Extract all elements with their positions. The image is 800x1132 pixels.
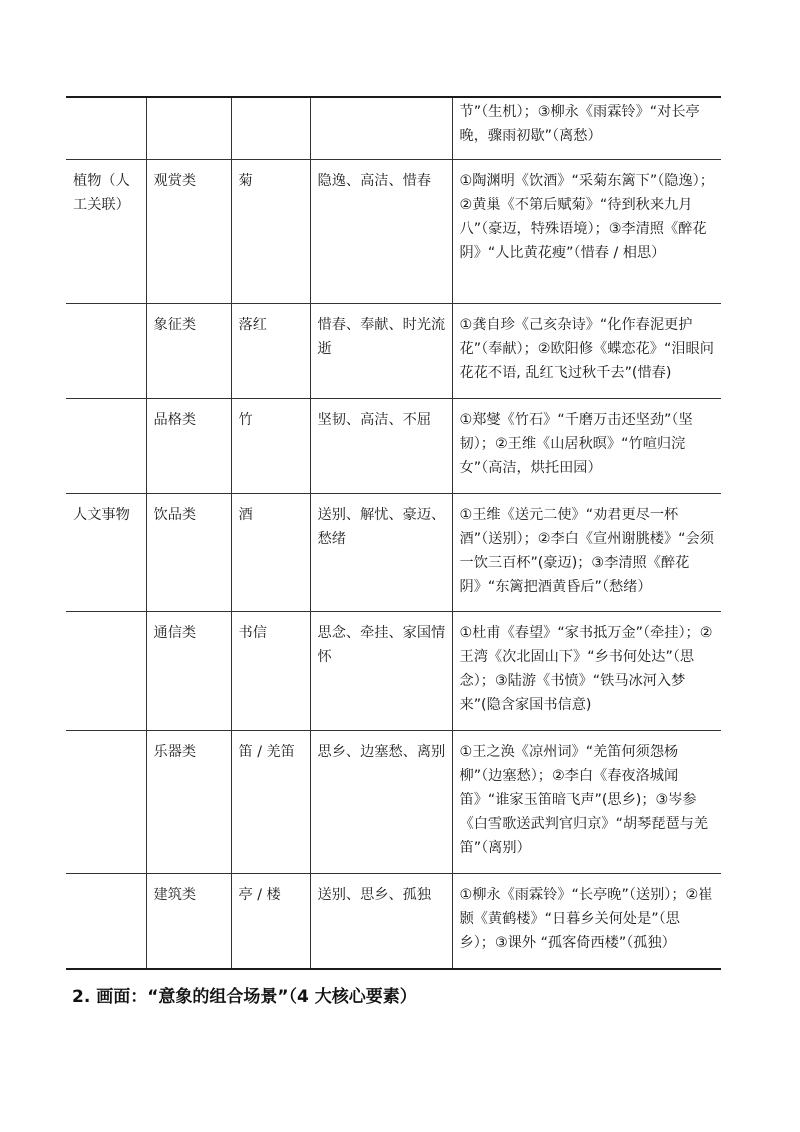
image-cell: 亭 / 楼 [231, 873, 310, 969]
category-cell: 植物（人工关联） [66, 159, 146, 303]
meaning-cell: 思乡、边塞愁、离别 [310, 730, 452, 873]
examples-cell: ①柳永《雨霖铃》“长亭晚”（送别）；②崔颢《黄鹤楼》“日暮乡关何处是”（思乡）；③课外 “孤客倚西楼”（孤独） [452, 873, 721, 969]
imagery-table [66, 96, 721, 970]
image-cell: 酒 [231, 493, 310, 611]
meaning-cell: 坚韧、高洁、不屈 [310, 398, 452, 493]
table-row [66, 611, 721, 730]
subtype-cell: 品格类 [146, 398, 231, 493]
examples-cell: ①龚自珍《己亥杂诗》“化作春泥更护花”（奉献）；②欧阳修《蝶恋花》“泪眼问花花不语, 乱红飞过秋千去”(惜春) [452, 303, 721, 398]
meaning-cell: 惜春、奉献、时光流逝 [310, 303, 452, 398]
meaning-cell: 送别、思乡、孤独 [310, 873, 452, 969]
image-cell [231, 97, 310, 159]
examples-cell: ①王维《送元二使》“劝君更尽一杯酒”（送别）；②李白《宣州谢朓楼》“会须一饮三百杯”(豪迈)；③李清照《醉花阴》“东篱把酒黄昏后”（愁绪） [452, 493, 721, 611]
examples-cell: ①陶渊明《饮酒》“采菊东篱下”（隐逸）；②黄巢《不第后赋菊》“待到秋来九月八”（豪迈，特殊语境）；③李清照《醉花阴》“人比黄花瘦”（惜春 / 相思） [452, 159, 721, 303]
section-heading: 2. 画面：“意象的组合场景”（4 大核心要素） [72, 987, 417, 1007]
category-cell [66, 611, 146, 730]
category-cell [66, 97, 146, 159]
subtype-cell: 通信类 [146, 611, 231, 730]
category-cell [66, 398, 146, 493]
image-cell: 书信 [231, 611, 310, 730]
image-cell: 笛 / 羌笛 [231, 730, 310, 873]
meaning-cell [310, 97, 452, 159]
image-cell: 竹 [231, 398, 310, 493]
category-cell [66, 873, 146, 969]
table-row [66, 97, 721, 159]
image-cell: 菊 [231, 159, 310, 303]
table-row [66, 873, 721, 969]
table-row [66, 730, 721, 873]
examples-cell: ①杜甫《春望》“家书抵万金”（牵挂）；②王湾《次北固山下》“乡书何处达”（思念）；③陆游《书愤》“铁马冰河入梦来”(隐含家国书信意) [452, 611, 721, 730]
subtype-cell: 建筑类 [146, 873, 231, 969]
examples-cell: 节”（生机）；③柳永《雨霖铃》“对长亭晚，骤雨初歇”（离愁） [452, 97, 721, 159]
subtype-cell: 象征类 [146, 303, 231, 398]
meaning-cell: 隐逸、高洁、惜春 [310, 159, 452, 303]
table-row [66, 398, 721, 493]
image-cell: 落红 [231, 303, 310, 398]
meaning-cell: 送别、解忧、豪迈、愁绪 [310, 493, 452, 611]
subtype-cell: 饮品类 [146, 493, 231, 611]
subtype-cell: 观赏类 [146, 159, 231, 303]
meaning-cell: 思念、牵挂、家国情怀 [310, 611, 452, 730]
examples-cell: ①郑燮《竹石》“千磨万击还坚劲”（坚韧）；②王维《山居秋暝》“竹喧归浣女”（高洁，烘托田园） [452, 398, 721, 493]
category-cell: 人文事物 [66, 493, 146, 611]
examples-cell: ①王之涣《凉州词》“羌笛何须怨杨柳”（边塞愁）；②李白《春夜洛城闻笛》“谁家玉笛暗飞声”(思乡)；③岑参《白雪歌送武判官归京》“胡琴琵琶与羌笛”（离别） [452, 730, 721, 873]
category-cell [66, 730, 146, 873]
subtype-cell: 乐器类 [146, 730, 231, 873]
subtype-cell [146, 97, 231, 159]
table-row [66, 493, 721, 611]
category-cell [66, 303, 146, 398]
table-row [66, 159, 721, 303]
table-row [66, 303, 721, 398]
